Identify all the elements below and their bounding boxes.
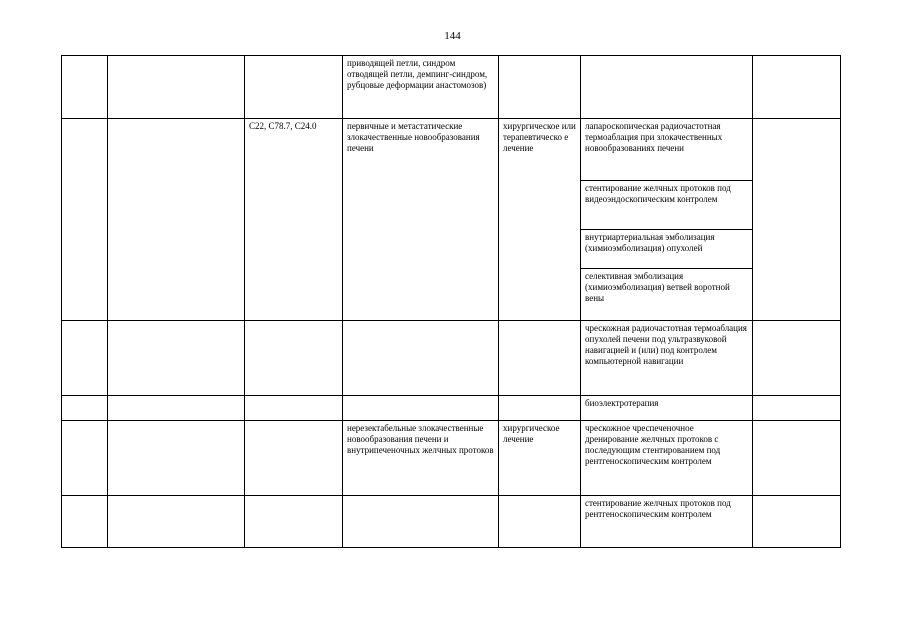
cell-norm — [753, 321, 841, 396]
cell-norm — [753, 56, 841, 119]
cell-treatment: хирургическое или терапевтическо е лечение — [499, 119, 581, 321]
cell-treatment — [499, 321, 581, 396]
cell-group — [108, 396, 245, 421]
cell-norm — [753, 496, 841, 548]
table-row — [62, 421, 841, 496]
cell-number — [62, 321, 108, 396]
cell-number — [62, 56, 108, 119]
cell-disease — [343, 321, 499, 396]
table-row — [62, 56, 841, 119]
cell-codes: C22, C78.7, C24.0 — [245, 119, 343, 321]
cell-number — [62, 119, 108, 321]
table-row — [62, 496, 841, 548]
cell-group — [108, 119, 245, 321]
cell-method: чрескожная радиочастотная термоаблация опухолей печени под ультразвуковой навигацией и (или) под контролем компьютерной навигации — [581, 321, 753, 396]
cell-group — [108, 496, 245, 548]
cell-norm — [753, 421, 841, 496]
cell-codes — [245, 396, 343, 421]
table-row — [62, 119, 841, 181]
cell-method: чрескожное чреспеченочное дренирование желчных протоков с последующим стентированием под рентгеноскопическим контролем — [581, 421, 753, 496]
cell-method: лапароскопическая радиочастотная термоаблация при злокачественных новообразованиях печени — [581, 119, 753, 181]
cell-treatment — [499, 396, 581, 421]
cell-disease — [343, 496, 499, 548]
cell-norm — [753, 119, 841, 321]
cell-method: биоэлектротерапия — [581, 396, 753, 421]
cell-disease: первичные и метастатические злокачественные новообразования печени — [343, 119, 499, 321]
cell-number — [62, 396, 108, 421]
cell-codes — [245, 56, 343, 119]
procedures-table — [61, 55, 841, 548]
cell-group — [108, 56, 245, 119]
cell-disease: нерезектабельные злокачественные новообразования печени и внутрипеченочных желчных протоков — [343, 421, 499, 496]
cell-number — [62, 496, 108, 548]
cell-codes — [245, 421, 343, 496]
cell-group — [108, 421, 245, 496]
table-row — [62, 321, 841, 396]
cell-codes — [245, 496, 343, 548]
cell-treatment — [499, 496, 581, 548]
cell-group — [108, 321, 245, 396]
table-row — [62, 396, 841, 421]
cell-number — [62, 421, 108, 496]
cell-treatment: хирургическое лечение — [499, 421, 581, 496]
cell-disease: приводящей петли, синдром отводящей петли, демпинг-синдром, рубцовые деформации анастомозов) — [343, 56, 499, 119]
cell-codes — [245, 321, 343, 396]
cell-method: стентирование желчных протоков под видеоэндоскопическим контролем — [581, 181, 753, 230]
cell-method: внутриартериальная эмболизация (химиоэмболизация) опухолей — [581, 230, 753, 269]
cell-treatment — [499, 56, 581, 119]
page-number: 144 — [444, 30, 461, 42]
cell-method: селективная эмболизация (химиоэмболизация) ветвей воротной вены — [581, 269, 753, 321]
cell-disease — [343, 396, 499, 421]
cell-norm — [753, 396, 841, 421]
cell-method — [581, 56, 753, 119]
cell-method: стентирование желчных протоков под рентгеноскопическим контролем — [581, 496, 753, 548]
